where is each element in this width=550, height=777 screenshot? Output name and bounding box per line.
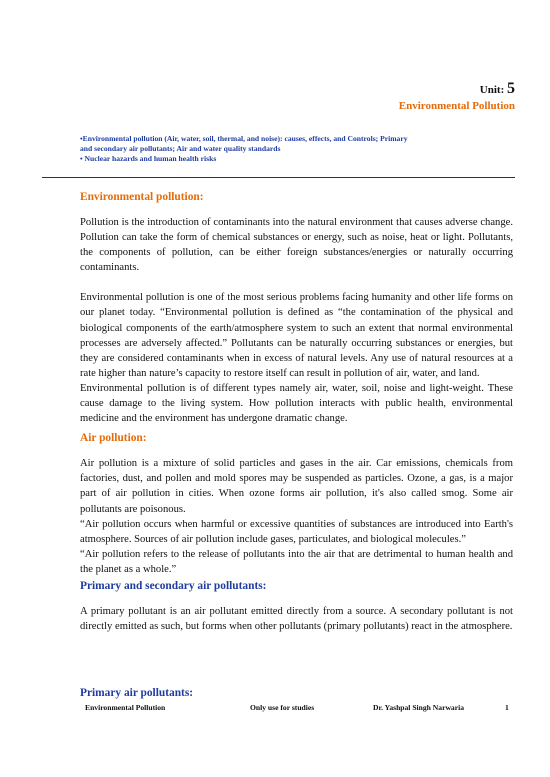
paragraph-air-3: “Air pollution refers to the release of pollutants into the air that are detrimental to human health and the planet as a whole.” xyxy=(80,548,513,575)
footer-left: Environmental Pollution xyxy=(85,703,166,712)
document-body xyxy=(80,190,513,701)
header-divider xyxy=(42,177,515,178)
footer-right: Dr. Yashpal Singh Narwaria xyxy=(373,703,465,712)
syllabus-block xyxy=(80,134,410,164)
page-number: 1 xyxy=(505,703,509,712)
section-heading-air-pollution: Air pollution: xyxy=(80,432,147,445)
unit-number: 5 xyxy=(507,80,515,97)
unit-label-text: Unit: xyxy=(479,84,507,96)
paragraph-env-3: Environmental pollution is of different types namely air, water, soil, noise and light-weight. These cause damage to the living system. How pollution interacts with public health, environmental medicine and the environment has undergone dramatic change. xyxy=(80,382,513,425)
section-heading-primary-pollutants: Primary air pollutants: xyxy=(80,687,194,700)
paragraph-env-2: Environmental pollution is one of the most serious problems facing humanity and other life forms on our planet today. “Environmental pollution is defined as “the contamination of the physical and biological components of the earth/atmosphere system to such an extent that normal environmental processes are adversely affected.” Pollutants can be naturally occurring substances or energies, but they are considered contaminants when in excess of natural levels. Any use of natural resources at a rate higher than nature’s capacity to restore itself can result in pollution of air, water, and land. xyxy=(80,292,513,379)
section-heading-primary-secondary: Primary and secondary air pollutants: xyxy=(80,579,267,592)
paragraph-env-1: Pollution is the introduction of contaminants into the natural environment that causes adverse change. Pollution can take the form of chemical substances or energy, such as noise, heat or light. Pollutants, the components of pollution, can be either foreign substances/energies or naturally occurring contaminants. xyxy=(80,217,513,274)
paragraph-air-1: Air pollution is a mixture of solid particles and gases in the air. Car emissions, chemicals from factories, dust, and pollen and mold spores may be suspended as particles. Ozone, a gas, is a major part of air pollution in cities. When ozone forms air pollution, it's also called smog. Some air pollutants are poisonous. xyxy=(80,458,513,515)
paragraph-primary-secondary: A primary pollutant is an air pollutant emitted directly from a source. A secondary pollutant is not directly emitted as such, but forms when other pollutants (primary pollutants) react in the atmosphere. xyxy=(80,605,513,633)
syllabus-line-1: •Environmental pollution (Air, water, soil, thermal, and noise): causes, effects, and Controls; Primary and secondary air pollutants; Air and water quality standards xyxy=(80,134,408,153)
syllabus-line-2: • Nuclear hazards and human health risks xyxy=(80,154,217,163)
unit-title: Environmental Pollution xyxy=(398,100,515,112)
unit-label xyxy=(480,80,515,98)
paragraph-air-2: “Air pollution occurs when harmful or excessive quantities of substances are introduced into Earth's atmosphere. Sources of air pollution include gases, particulates, and biological molecules.” xyxy=(80,518,513,545)
section-heading-environmental-pollution: Environmental pollution: xyxy=(80,191,204,203)
footer-center: Only use for studies xyxy=(250,703,315,712)
